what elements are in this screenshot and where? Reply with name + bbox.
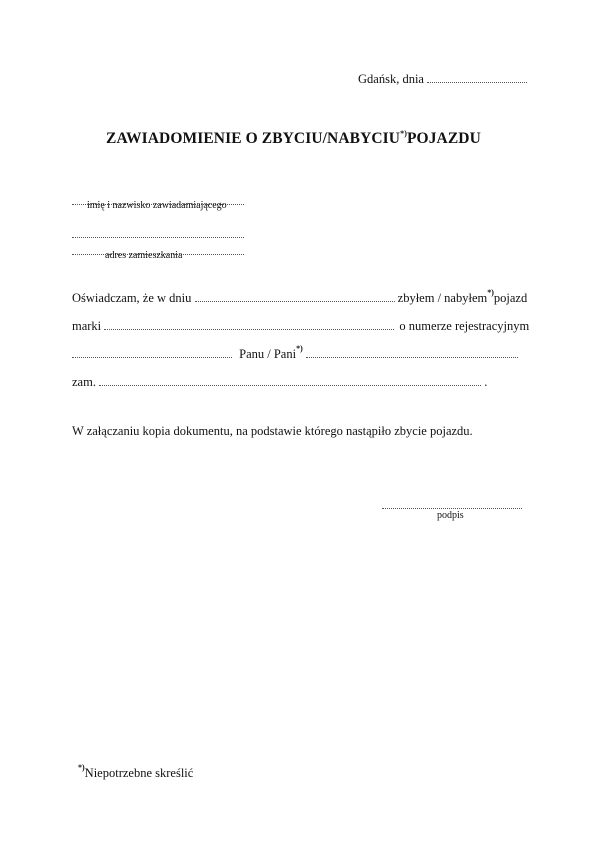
- residence-end: .: [484, 375, 488, 389]
- footnote-text: Niepotrzebne skreślić: [84, 766, 194, 780]
- title-main: ZAWIADOMIENIE O ZBYCIU/NABYCIU: [106, 130, 401, 147]
- sold-bought-option: zbyłem / nabyłem: [397, 291, 488, 305]
- statement-line-4: [72, 375, 487, 390]
- statement-line-1: [72, 288, 528, 306]
- attachment-note: W załączaniu kopia dokumentu, na podstawie którego nastąpiło zbycie pojazdu.: [72, 424, 473, 438]
- make-label: marki: [72, 319, 102, 333]
- address-label: adres zamieszkania: [105, 250, 183, 261]
- signature-label: podpis: [437, 510, 464, 521]
- registration-field[interactable]: [72, 357, 232, 358]
- date-field[interactable]: [427, 82, 527, 83]
- place-date-label: Gdańsk, dnia: [358, 72, 424, 86]
- title-end: POJAZDU: [406, 130, 481, 147]
- registration-label: o numerze rejestracyjnym: [399, 319, 530, 333]
- recipient-option: Panu / Pani: [239, 347, 297, 361]
- footnote-mark: *): [78, 763, 85, 772]
- address-field-line-1[interactable]: [72, 225, 244, 243]
- statement-line-3: [72, 344, 518, 362]
- statement-line-2: [72, 319, 529, 334]
- recipient-name-field[interactable]: [306, 357, 518, 358]
- recipient-address-field[interactable]: [99, 385, 481, 386]
- statement-footnote-mark-2: *): [296, 344, 303, 353]
- title-footnote-mark: *): [400, 129, 407, 138]
- make-field[interactable]: [104, 329, 394, 330]
- transaction-date-field[interactable]: [195, 301, 395, 302]
- footnote: [78, 763, 194, 781]
- residence-label: zam.: [72, 375, 96, 389]
- vehicle-word: pojazd: [493, 291, 528, 305]
- statement-footnote-mark-1: *): [487, 288, 494, 297]
- place-date: [358, 72, 527, 87]
- page-title: [106, 130, 481, 148]
- name-label: imię i nazwisko zawiadamiającego: [87, 200, 227, 211]
- statement-start: Oświadczam, że w dniu: [72, 291, 192, 305]
